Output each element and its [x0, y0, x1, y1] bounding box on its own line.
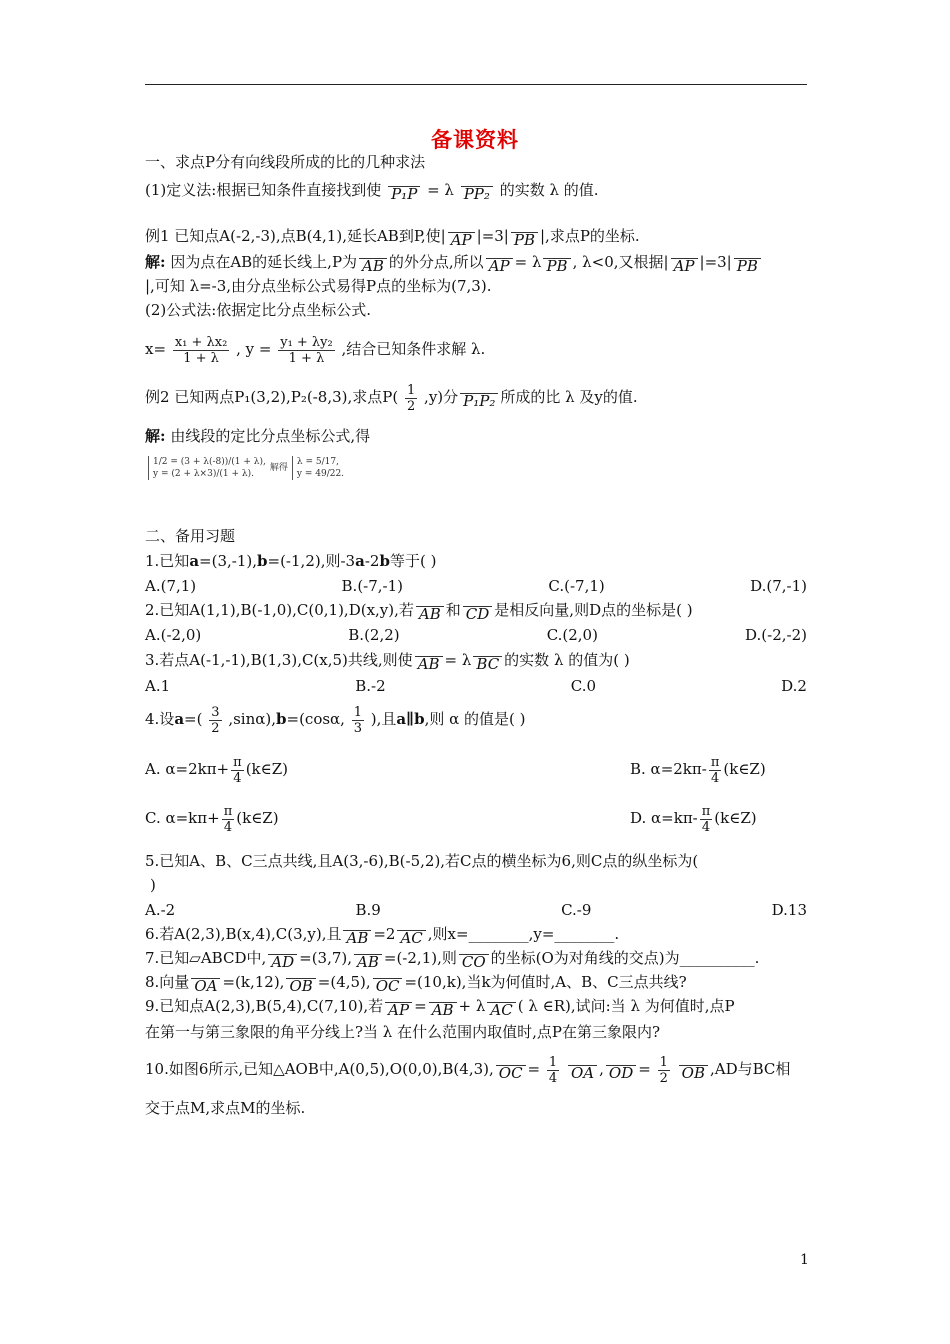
vector-p1p: P₁P — [388, 186, 420, 202]
question-5: 5.已知A、B、C三点共线,且A(3,-6),B(-5,2),若C点的横坐标为6,则C点的纵坐标为( — [145, 852, 699, 870]
header-rule — [145, 84, 807, 85]
question-2: 2.已知A(1,1),B(-1,0),C(0,1),D(x,y),若 AB 和 CD 是相反向量,则D点的坐标是( ) — [145, 601, 693, 623]
question-4: 4.设a=( $\frac{3}{2}$ ,sinα),b=(cosα, $\frac{1}{3}$ ),且a∥b,则 α 的值是( ) — [145, 704, 526, 736]
solution1-line2: |,可知 λ=-3,由分点坐标公式易得P点的坐标为(7,3). — [145, 277, 492, 295]
example1-line: 例1 已知点A(-2,-3),点B(4,1),延长AB到P,使| AP |=3| PB |,求点P的坐标. — [145, 227, 640, 249]
equation-system: 1/2 = (3 + λ(-8))/(1 + λ), y = (2 + λ×3)/(1 + λ). 解得 λ = 5/17, y = 49/22. — [148, 456, 344, 480]
section1-heading: 一、求点P分有向线段所成的比的几种求法 — [145, 153, 426, 171]
question-6: 6.若A(2,3),B(x,4),C(3,y),且 AB =2 AC ,则x=________,y=________. — [145, 925, 620, 947]
page-title: 备课资料 — [431, 128, 519, 152]
question-5-options: A.-2 B.9 C.-9 D.13 — [145, 901, 807, 919]
question-9-line2: 在第一与第三象限的角平分线上?当 λ 在什么范围内取值时,点P在第三象限内? — [145, 1023, 660, 1041]
method1-line: (1)定义法:根据已知条件直接找到使 P₁P = λ PP₂ 的实数 λ 的值. — [145, 181, 599, 203]
question-3: 3.若点A(-1,-1),B(1,3),C(x,5)共线,则使 AB = λ BC 的实数 λ 的值为( ) — [145, 651, 630, 673]
question-1: 1.已知a=(3,-1),b=(-1,2),则-3a-2b等于( ) — [145, 552, 437, 570]
question-10-line1: 10.如图6所示,已知△AOB中,A(0,5),O(0,0),B(4,3), OC = $\frac{1}{4}$ OA , OD = $\frac{1}{2}$ OB ,AD与BC相 — [145, 1054, 791, 1086]
question-2-options: A.(-2,0) B.(2,2) C.(2,0) D.(-2,-2) — [145, 626, 807, 644]
solution1-line1: 解: 因为点在AB的延长线上,P为 AB 的外分点,所以 AP = λ PB , λ<0,又根据| AP |=3| PB — [145, 252, 763, 272]
page-number: 1 — [800, 1252, 809, 1268]
section2-heading: 二、备用习题 — [145, 527, 236, 545]
question-4-option-d: D. α=kπ- $\frac{\pi}{4}$ (k∈Z) — [630, 803, 757, 835]
question-5-paren: ) — [150, 876, 156, 894]
method2-line: (2)公式法:依据定比分点坐标公式. — [145, 301, 372, 319]
question-8: 8.向量 OA =(k,12), OB =(4,5), OC =(10,k),当k为何值时,A、B、C三点共线? — [145, 973, 687, 995]
question-4-option-b: B. α=2kπ- $\frac{\pi}{4}$ (k∈Z) — [630, 754, 766, 786]
formula-line: x= $\frac{\text{x₁ + λx₂}}{1 + \lambda}$ , y = $\frac{\text{y₁ + λy₂}}{1 + \lambda}$ ,结合已知条件求解 λ. — [145, 334, 486, 366]
solution2-line: 解: 由线段的定比分点坐标公式,得 — [145, 427, 371, 445]
question-3-options: A.1 B.-2 C.0 D.2 — [145, 677, 807, 695]
question-9-line1: 9.已知点A(2,3),B(5,4),C(7,10),若 AP = AB + λ AC ( λ ∈R),试问:当 λ 为何值时,点P — [145, 997, 735, 1019]
question-4-option-a: A. α=2kπ+ $\frac{\pi}{4}$ (k∈Z) — [145, 754, 289, 786]
question-1-options: A.(7,1) B.(-7,-1) C.(-7,1) D.(7,-1) — [145, 577, 807, 595]
question-4-option-c: C. α=kπ+ $\frac{\pi}{4}$ (k∈Z) — [145, 803, 279, 835]
example2-line: 例2 已知两点P₁(3,2),P₂(-8,3),求点P( $\frac{1}{2}$ ,y)分 P₁P₂ 所成的比 λ 及y的值. — [145, 382, 638, 414]
question-10-line2: 交于点M,求点M的坐标. — [145, 1099, 306, 1117]
vector-pp2: PP₂ — [461, 186, 493, 202]
question-7: 7.已知▱ABCD中, AD =(3,7), AB =(-2,1),则 CO 的坐标(O为对角线的交点)为__________. — [145, 949, 760, 971]
